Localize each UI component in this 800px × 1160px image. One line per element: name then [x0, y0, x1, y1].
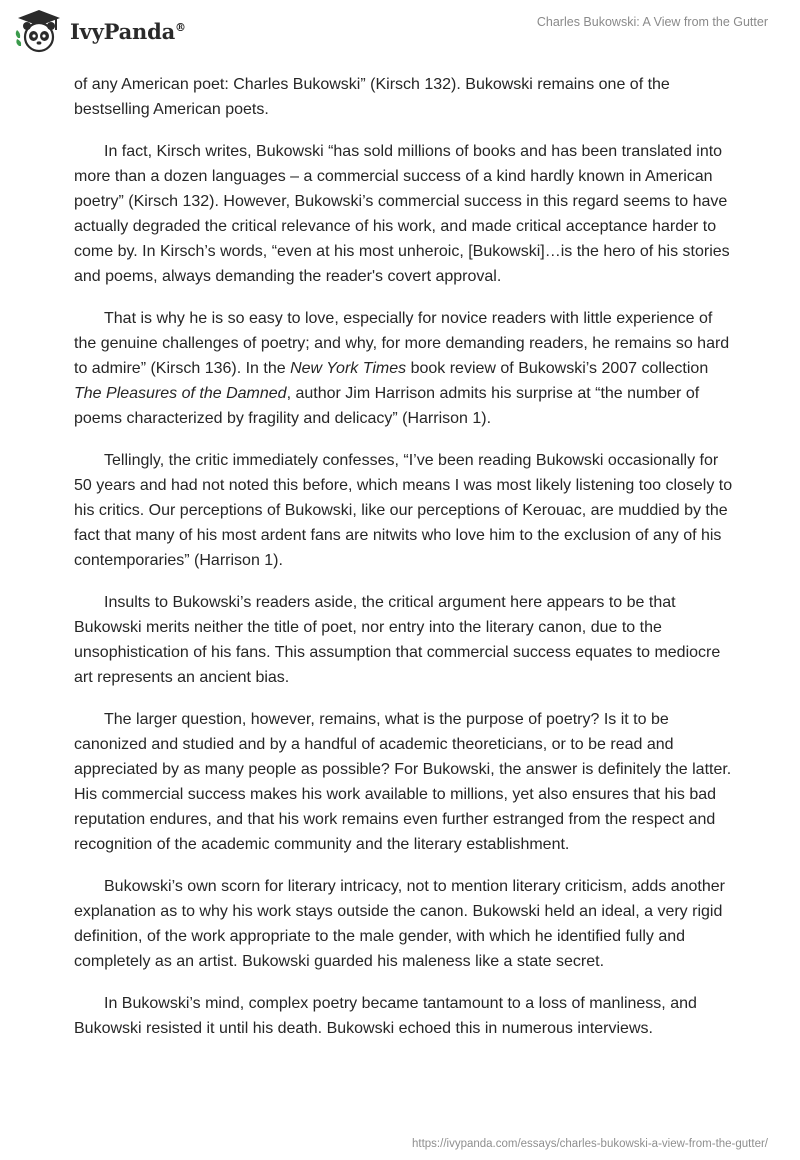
paragraph-text: In Bukowski’s mind, complex poetry became tantamount to a loss of manliness, and Bukowski resisted it until his death. Bukowski echoed this in numerous interviews.: [74, 995, 697, 1037]
essay-paragraph: [74, 448, 734, 573]
source-url[interactable]: https://ivypanda.com/essays/charles-bukowski-a-view-from-the-gutter/: [412, 1138, 768, 1150]
paragraph-text: That is why he is so easy to love, especially for novice readers with little experience of the genuine challenges of poetry; and why, for more demanding readers, he remains so hard to admire” (Kirsch 136). In the: [74, 310, 730, 377]
paragraph-text: The larger question, however, remains, what is the purpose of poetry? Is it to be canonized and studied and by a handful of academic theoreticians, or to be read and appreciated by as many people as possible? For Bukowski, the answer is definitely the latter. His commercial success makes his work available to millions, yet also ensures that his bad reputation endures, and that his work remains even further estranged from the respect and recognition of the academic community and the literary establishment.: [74, 711, 732, 853]
essay-body: [74, 72, 734, 1058]
italic-title: The Pleasures of the Damned: [74, 385, 287, 402]
paragraph-text: of any American poet: Charles Bukowski” (Kirsch 132). Bukowski remains one of the bestselling American poets.: [74, 76, 670, 118]
essay-paragraph: [74, 72, 734, 122]
paragraph-text: book review of Bukowski’s 2007 collection: [406, 360, 709, 377]
paragraph-text: In fact, Kirsch writes, Bukowski “has sold millions of books and has been translated into more than a dozen languages – a commercial success of a kind hardly known in American poetry” (Kirsch 132). However, Bukowski’s commercial success in this regard seems to have actually degraded the critical relevance of his work, and made critical acceptance harder to come by. In Kirsch’s words, “even at his most unheroic, [Bukowski]…is the hero of his stories and poems, always demanding the reader's covert approval.: [74, 143, 730, 285]
essay-paragraph: [74, 139, 734, 289]
essay-paragraph: [74, 590, 734, 690]
paragraph-text: Bukowski’s own scorn for literary intricacy, not to mention literary criticism, adds another explanation as to why his work stays outside the canon. Bukowski held an ideal, a very rigid definition, of the work appropriate to the male gender, with which he identified fully and completely as an artist. Bukowski guarded his maleness like a state secret.: [74, 878, 725, 970]
paragraph-text: Insults to Bukowski’s readers aside, the critical argument here appears to be that Bukowski merits neither the title of poet, nor entry into the literary canon, due to the unsophistication of his fans. This assumption that commercial success equates to mediocre art represents an ancient bias.: [74, 594, 721, 686]
essay-paragraph: [74, 707, 734, 857]
essay-paragraph: [74, 874, 734, 974]
essay-paragraph: [74, 306, 734, 431]
italic-title: New York Times: [290, 360, 407, 377]
paragraph-text: , author Jim Harrison admits his surprise at “the number of poems characterized by fragility and delicacy” (Harrison 1).: [74, 385, 700, 427]
page-header: [0, 0, 800, 70]
essay-paragraph: [74, 991, 734, 1041]
document-title: Charles Bukowski: A View from the Gutter: [536, 15, 768, 29]
panda-mascot-icon: [14, 8, 64, 54]
brand-name: IvyPanda®: [70, 18, 186, 44]
paragraph-text: Tellingly, the critic immediately confesses, “I’ve been reading Bukowski occasionally for 50 years and had not noted this before, which means I was most likely listening too closely to his critics. Our perceptions of Bukowski, like our perceptions of Kerouac, are muddied by the fact that many of his most ardent fans are nitwits who love him to the exclusion of any of his contemporaries” (Harrison 1).: [74, 452, 733, 569]
ivypanda-logo[interactable]: [14, 8, 186, 54]
